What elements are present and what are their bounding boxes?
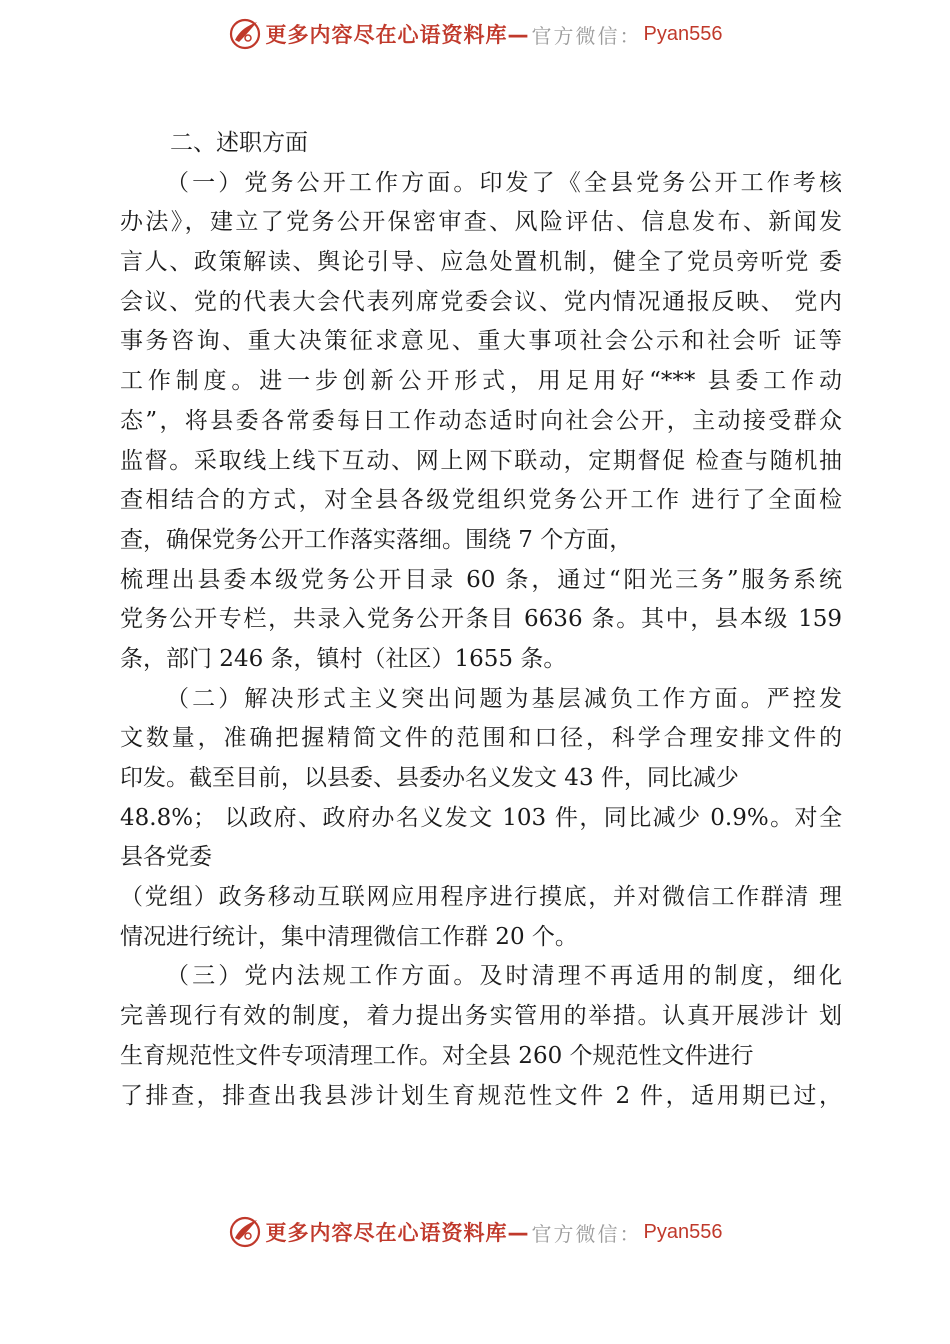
text-line: 查，确保党务公开工作落实落细。围绕 7 个方面，	[120, 526, 633, 553]
banner-wechat-label: 官方微信：	[531, 1221, 642, 1246]
footer-banner	[0, 1212, 950, 1252]
banner-wechat-label: 官方微信：	[531, 23, 642, 48]
text-line: 言人、政策解读、舆论引导、应急处置机制，健全了党员旁听党 委	[120, 249, 842, 276]
text-line: （一）党务公开工作方面。印发了《全县党务公开工作考核	[166, 169, 842, 196]
brand-logo-icon	[228, 17, 262, 51]
text-line: 梳理出县委本级党务公开目录 60 条，通过“阳光三务”服务系统	[120, 566, 842, 593]
text-line: 办法》，建立了党务公开保密审查、风险评估、信息发布、新闻发	[120, 209, 842, 236]
banner-wechat-id: Pyan556	[643, 22, 723, 45]
text-line: 态”，将县委各常委每日工作动态适时向社会公开，主动接受群众	[120, 407, 842, 434]
text-line: 48.8%； 以政府、政府办名义发文 103 件，同比减少 0.9%。对全	[120, 804, 842, 831]
header-banner	[0, 14, 950, 54]
text-line: 党务公开专栏，共录入党务公开条目 6636 条。其中，县本级 159	[120, 606, 842, 633]
text-line: 生育规范性文件专项清理工作。对全县 260 个规范性文件进行	[120, 1042, 754, 1069]
text-line: 工作制度。进一步创新公开形式，用足用好“*** 县委工作动	[120, 368, 842, 395]
text-line: 监督。采取线上线下互动、网上网下联动，定期督促 检查与随机抽	[120, 447, 842, 474]
text-line: （党组）政务移动互联网应用程序进行摸底，并对微信工作群清 理	[120, 884, 842, 911]
banner-text: 更多内容尽在心语资料库—	[265, 1221, 530, 1245]
text-line: （二）解决形式主义突出问题为基层减负工作方面。严控发	[166, 685, 842, 712]
text-line: 情况进行统计，集中清理微信工作群 20 个。	[120, 923, 578, 950]
text-line: 文数量，准确把握精简文件的范围和口径，科学合理安排文件的	[120, 725, 842, 752]
section-title: 二、述职方面	[170, 130, 308, 156]
text-line: 县各党委	[120, 844, 212, 871]
text-line: 了排查，排查出我县涉计划生育规范性文件 2 件，适用期已过，	[120, 1082, 842, 1109]
text-line: 事务咨询、重大决策征求意见、重大事项社会公示和社会听 证等	[120, 328, 842, 355]
text-line: 印发。截至目前，以县委、县委办名义发文 43 件，同比减少	[120, 765, 739, 791]
text-line: 会议、党的代表大会代表列席党委会议、党内情况通报反映、 党内	[120, 288, 842, 315]
text-line: （三）党内法规工作方面。及时清理不再适用的制度，细化	[166, 963, 842, 990]
document-body	[120, 124, 842, 1116]
text-line: 条，部门 246 条，镇村（社区）1655 条。	[120, 645, 567, 672]
text-line: 查相结合的方式，对全县各级党组织党务公开工作 进行了全面检	[120, 487, 842, 514]
brand-logo-icon	[228, 1215, 262, 1249]
text-line: 完善现行有效的制度，着力提出务实管用的举措。认真开展涉计 划	[120, 1003, 842, 1030]
banner-text: 更多内容尽在心语资料库—	[265, 23, 530, 47]
banner-wechat-id: Pyan556	[643, 1220, 723, 1243]
